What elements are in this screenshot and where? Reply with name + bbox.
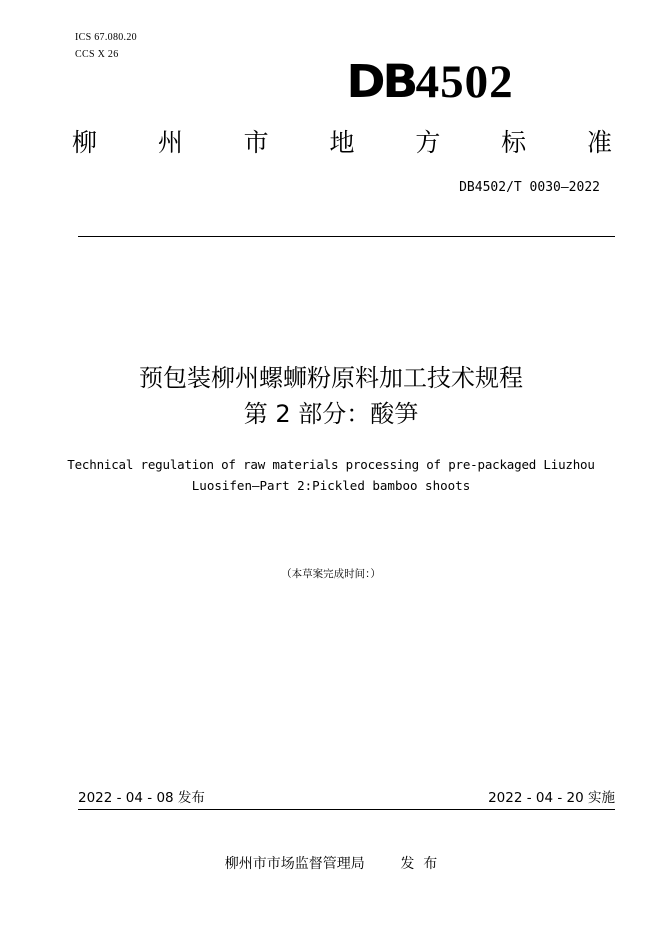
standard-type-char: 市 [243, 128, 269, 157]
ccs-code: CCS X 26 [75, 49, 119, 60]
standard-type-char: 地 [329, 128, 355, 157]
english-title-line-1: Technical regulation of raw materials processing of pre-packaged Liuzhou [67, 457, 595, 472]
standard-type-char: 柳 [72, 128, 98, 157]
standard-type-char: 方 [415, 128, 441, 157]
document-title: 预包装柳州螺蛳粉原料加工技术规程 [139, 364, 523, 392]
draft-completion-note: （本草案完成时间：） [281, 568, 381, 580]
header-divider [78, 236, 615, 237]
db-logo-number: 4502 [415, 56, 514, 108]
document-subtitle: 第 2 部分：酸笋 [243, 400, 419, 428]
implement-date: 2022 - 04 - 20 实施 [488, 790, 615, 806]
standard-type-char: 准 [586, 128, 612, 157]
issuing-authority: 柳州市市场监督管理局 发 布 [224, 856, 438, 872]
standard-type-heading [72, 126, 612, 160]
standard-code: DB4502/T 0030—2022 [459, 180, 600, 195]
db-logo [348, 56, 514, 108]
footer-divider [78, 809, 615, 810]
standard-type-char: 标 [501, 128, 527, 157]
publish-date: 2022 - 04 - 08 发布 [78, 790, 205, 806]
db-logo-prefix: DB [346, 55, 416, 108]
standard-type-char: 州 [157, 128, 183, 157]
english-title-line-2: Luosifen—Part 2:Pickled bamboo shoots [191, 478, 471, 493]
ics-code: ICS 67.080.20 [75, 32, 137, 43]
